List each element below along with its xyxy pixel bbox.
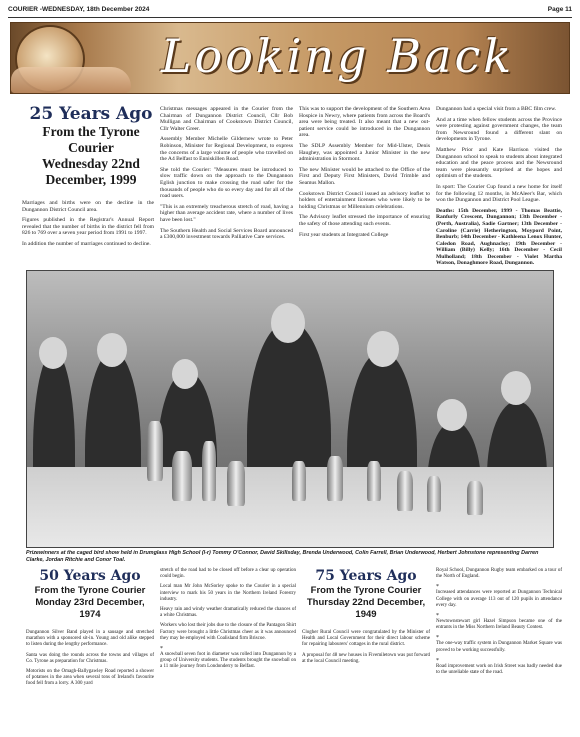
banner-title: Looking Back: [161, 29, 515, 83]
hand-image: [11, 67, 131, 93]
section-50-title: 50 Years Ago: [39, 568, 141, 584]
section-25-source: From the Tyrone Courier: [42, 124, 140, 155]
section-50-source: From the Tyrone Courier: [34, 585, 146, 596]
section-75-source: From the Tyrone Courier: [310, 585, 422, 596]
section-25-title: 25 Years Ago: [29, 104, 153, 124]
issue-date: COURIER -WEDNESDAY, 18th December 2024: [8, 6, 150, 13]
section-25-heading: [22, 104, 160, 188]
section-50-date: Monday 23rd December, 1974: [35, 597, 145, 620]
looking-back-banner: [10, 22, 570, 94]
section-75-column-1: Clogher Rural Council were congratulated by the Minister of Health and Local Government for their direct labour scheme for repairing labourers' cottages in the rural district. A proposal for 48 new houses in Fivemiletown was put forward at the local Council meeting.: [302, 630, 430, 664]
page-header: [8, 6, 572, 18]
photo-caption: Prizewinners at the caged bird show held in Drumglass High School (l-r) Tommy O'Connor, David Skillsday, Brenda Underwood, Colin Farrell, Brian Underwood, Herbert Johnstone representing Darren Clarke, Jordan Ritchie and Conor Toal.: [26, 550, 539, 563]
page-number: Page 11: [547, 6, 572, 13]
section-50-column-2: stretch of the road had to be closed off before a clear up operation could begin. Local man Mr John McSorley spoke to the Courier in a special interview to mark his 50 years in the Northern Ireland Forestry industry. Heavy rain and windy weather dramatically reduced the chances of a white Christmas. Workers who lost their jobs due to the closure of the Pantagon Shirt Factory were brought a little Christmas cheer as it was announced they may be employed with Coalisland firm Briscoe. * A snowball seven foot in diameter was rolled into Dungannon by a group of University students. The students brought the snowball on a 11 mile journey from Londonderry to Belfast.: [160, 568, 296, 670]
section-25-column-4: Dungannon had a special visit from a BBC film crew. And at a time when fellow students across the Province were protesting against government changes, the team from Newsround found a different slant on developments in Tyrone. Matthew Prior and Kate Harrison visited the Dungannon school to speak to students about integrated education and the peace process and the Newsround team were pleasantly surprised at the hopes and optimism of the students. In sport: The Courier Cup found a new home for itself for the following 12 months, in McAleer's Bar, which won the Dungannon and District Pool League. Deaths: 15th December, 1999 - Thomas Beattie, Ranfurly Crescent, Dungannon; 13th December - (Perth, Australia), Sadie Gartner; 13th December - Caroline (Carrie) Hetherington, Moypord Point, Benburb; 14th December - Kathleena Lenox Hunter, Caledon Road, Aughnacloy; 19th December - William (Billy) Kelly; 16th December - Cecil Mulholland; 18th December - Violet Martha Watson, Donaghmore Road, Dungannon.: [436, 106, 562, 267]
section-75-heading: [302, 568, 430, 621]
prizewinners-photo: [26, 270, 554, 548]
section-75-column-2: Royal School, Dungannon Rugby team embarked on a tour of the North of England. * Increased attendances were reported at Dungannon Technical College with on average 113 out of 120 pupils in attendance every day. * Newtownstewart girl Hazel Simpson became one of the entrants in the Miss Northern Ireland Beauty Contest. * The one-way traffic system in Dungannon Market Square was proved to be working successfully. * Road improvement work on Irish Street was badly needed due to the unreliable state of the road.: [436, 568, 562, 676]
section-25-column-1: Marriages and births were on the decline in the Dungannon District Council area. Figures published in the Registrar's Annual Report revealed that the number of births in the district fell from 826 to 769 over a seven year period from 1991 to 1997. In addition the number of marriages continued to decline.: [22, 200, 154, 247]
section-50-heading: [26, 568, 154, 621]
section-25-column-2: Christmas messages appeared in the Courier from the Chairman of Dungannon District Council, Cllr Bob Mulligan and Chairman of Cookstown District Council, Cllr Walter Greer. Assembly Member Michelle Gildernew wrote to Peter Robinson, Minister for Regional Development, to express the concerns of a large volume of people who travelled on the A4 Belfast to Enniskillen Road. She told the Courier: "Measures must be introduced to slow traffic down on the approach to the Dungannon Eglish junction to make crossing the road safer for the thousands of people who do so every day and for all of the road users. "This is an extremely treacherous stretch of road, having a higher than average accident rate, where a number of lives have been lost." The Southern Health and Social Services Board announced a £300,000 investment towards Palliative Care services.: [160, 106, 293, 241]
section-75-date: Thursday 22nd December, 1949: [306, 597, 426, 620]
section-25-date: Wednesday 22nd December, 1999: [42, 156, 140, 187]
section-75-title: 75 Years Ago: [315, 568, 417, 584]
section-50-column-1: Dungannon Silver Band played in a sausage and stretched marathon with a sponsored sit-in. Young and old alike stepped to listen during the lengthy performance. Santa was doing the rounds across the towns and villages of Co. Tyrone as preparation for Christmas. Motorists on the Omagh-Ballygawley Road reported a shower of potatoes in the area when several tons of Ireland's favourite food fell from a lorry. A 300 yard: [26, 630, 154, 687]
deaths-notice: Deaths: 15th December, 1999 - Thomas Beattie, Ranfurly Crescent, Dungannon; 13th December - (Perth, Australia), Sadie Gartner; 13th December - Caroline (Carrie) Hetherington, Moypord Point, Benburb; 14th December - Kathleena Lenox Hunter, Caledon Road, Aughnacloy; 19th December - William (Billy) Kelly; 16th December - Cecil Mulholland; 18th December - Violet Martha Watson, Donaghmore Road, Dungannon.: [436, 207, 562, 267]
section-25-column-3: This was to support the development of the Southern Area Hospice in Newry, where patients from across the Board's area were being treated. It also meant that a new out-patient service could be introduced in the Dungannon area. The SDLP Assembly Member for Mid-Ulster, Denis Haughey, was appointed a Junior Minister in the new administration in Stormont. The new Minister would be attached to the Office of the First and Deputy First Ministers, David Trimble and Seamus Mallon. Cookstown District Council issued an advisory leaflet to holders of entertainment licenses who were likely to be holding Christmas or Millennium celebrations. The Advisory leaflet stressed the importance of ensuring the safety of those attending such events. First year students at Integrated College: [299, 106, 430, 238]
